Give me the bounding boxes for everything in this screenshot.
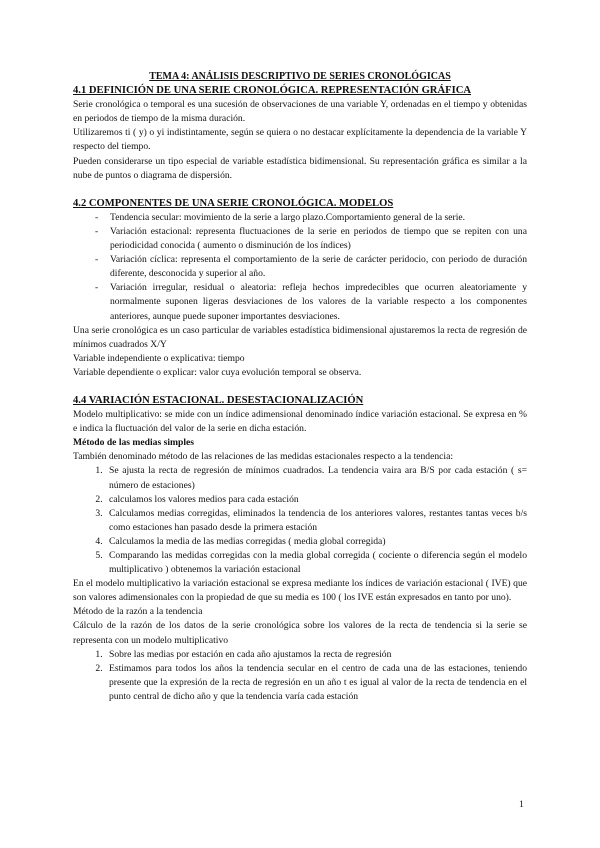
list-item: 2. Estimamos para todos los años la tendencia secular en el centro de cada una de las estaciones, teniendo presente que la expresión de la recta de regresión en un año t es igual al valor de la recta de tendencia en el punto central de dicho año y que la tendencia varía cada estación: [105, 662, 527, 704]
section-heading-4-4: 4.4 VARIACIÓN ESTACIONAL. DESESTACIONALIZACIÓN: [73, 394, 364, 406]
list-item: 1. Sobre las medias por estación en cada año ajustamos la recta de regresión: [105, 648, 527, 662]
paragraph: En el modelo multiplicativo la variación estacional se expresa mediante los índices de variación estacional ( IVE) que son valores adimensionales con la propiedad de que su media es 100 ( los IVE están expresados en tanto por uno).: [73, 578, 527, 604]
document-title: TEMA 4: ANÁLISIS DESCRIPTIVO DE SERIES CRONOLÓGICAS: [149, 71, 451, 82]
paragraph: Modelo multiplicativo: se mide con un índice adimensional denominado índice variación estacional. Se expresa en % e indica la fluctuación del valor de la serie en dicha estación.: [73, 409, 527, 435]
paragraph: Variable independiente o explicativa: tiempo: [73, 352, 245, 364]
list-item: - Tendencia secular: movimiento de la serie a largo plazo.Comportamiento general de la serie.: [95, 211, 527, 225]
paragraph: Variable dependiente o explicar: valor cuya evolución temporal se observa.: [73, 366, 362, 378]
section-heading-4-1: 4.1 DEFINICIÓN DE UNA SERIE CRONOLÓGICA. REPRESENTACIÓN GRÁFICA: [73, 85, 471, 97]
paragraph: Método de la razón a la tendencia: [73, 606, 203, 618]
paragraph: Pueden considerarse un tipo especial de variable estadística bidimensional. Su representación gráfica es similar a la nube de puntos o diagrama de dispersión.: [73, 155, 527, 181]
list-item: 5. Comparando las medidas corregidas con la media global corregida ( cociente o diferencia según el modelo multiplicativo ) obtenemos la variación estacional: [105, 549, 527, 577]
paragraph: También denominado método de las relaciones de las medidas estacionales respecto a la tendencia:: [73, 451, 454, 463]
steps-list-2: [73, 648, 527, 704]
document-page: [73, 70, 527, 704]
components-list: [73, 211, 527, 324]
paragraph: Cálculo de la razón de los datos de la serie cronológica sobre los valores de la recta de tendencia si la serie se representa con un modelo multiplicativo: [73, 620, 527, 646]
list-item: - Variación irregular, residual o aleatoria: refleja hechos impredecibles que ocurren aleatoriamente y normalmente suponen ligeras desviaciones de los valores de la variable respecto a los componentes anteriores, aunque puede suponer importantes desviaciones.: [95, 281, 527, 323]
paragraph: Utilizaremos ti ( y) o yi indistintamente, según se quiera o no destacar explícitamente la dependencia de la variable Y respecto del tiempo.: [73, 127, 527, 153]
list-item: 2. calculamos los valores medios para cada estación: [105, 493, 527, 507]
steps-list: [73, 464, 527, 577]
list-item: - Variación estacional: representa fluctuaciones de la serie en periodos de tiempo que se repiten con una periodicidad conocida ( aumento o disminución de los índices): [95, 225, 527, 253]
subheading-medias-simples: Método de las medias simples: [73, 437, 194, 449]
list-item: 1. Se ajusta la recta de regresión de mínimos cuadrados. La tendencia vaira ara B/S por cada estación ( s= número de estaciones): [105, 464, 527, 492]
paragraph: Serie cronológica o temporal es una sucesión de observaciones de una variable Y, ordenadas en el tiempo y obtenidas en periodos de tiempo de la misma duración.: [73, 99, 527, 125]
section-heading-4-2: 4.2 COMPONENTES DE UNA SERIE CRONOLÓGICA. MODELOS: [73, 197, 394, 209]
page-number: 1: [519, 799, 524, 810]
paragraph: Una serie cronológica es un caso particular de variables estadística bidimensional ajustaremos la recta de regresión de mínimos cuadrados X/Y: [73, 324, 527, 350]
list-item: 3. Calculamos medias corregidas, eliminados la tendencia de los anteriores valores, restantes tantas veces b/s como estaciones han pasado desde la primera estación: [105, 507, 527, 535]
list-item: 4. Calculamos la media de las medias corregidas ( media global corregida): [105, 535, 527, 549]
list-item: - Variación cíclica: representa el comportamiento de la serie de carácter peridocio, con periodo de duración diferente, desconocida y superior al año.: [95, 253, 527, 281]
